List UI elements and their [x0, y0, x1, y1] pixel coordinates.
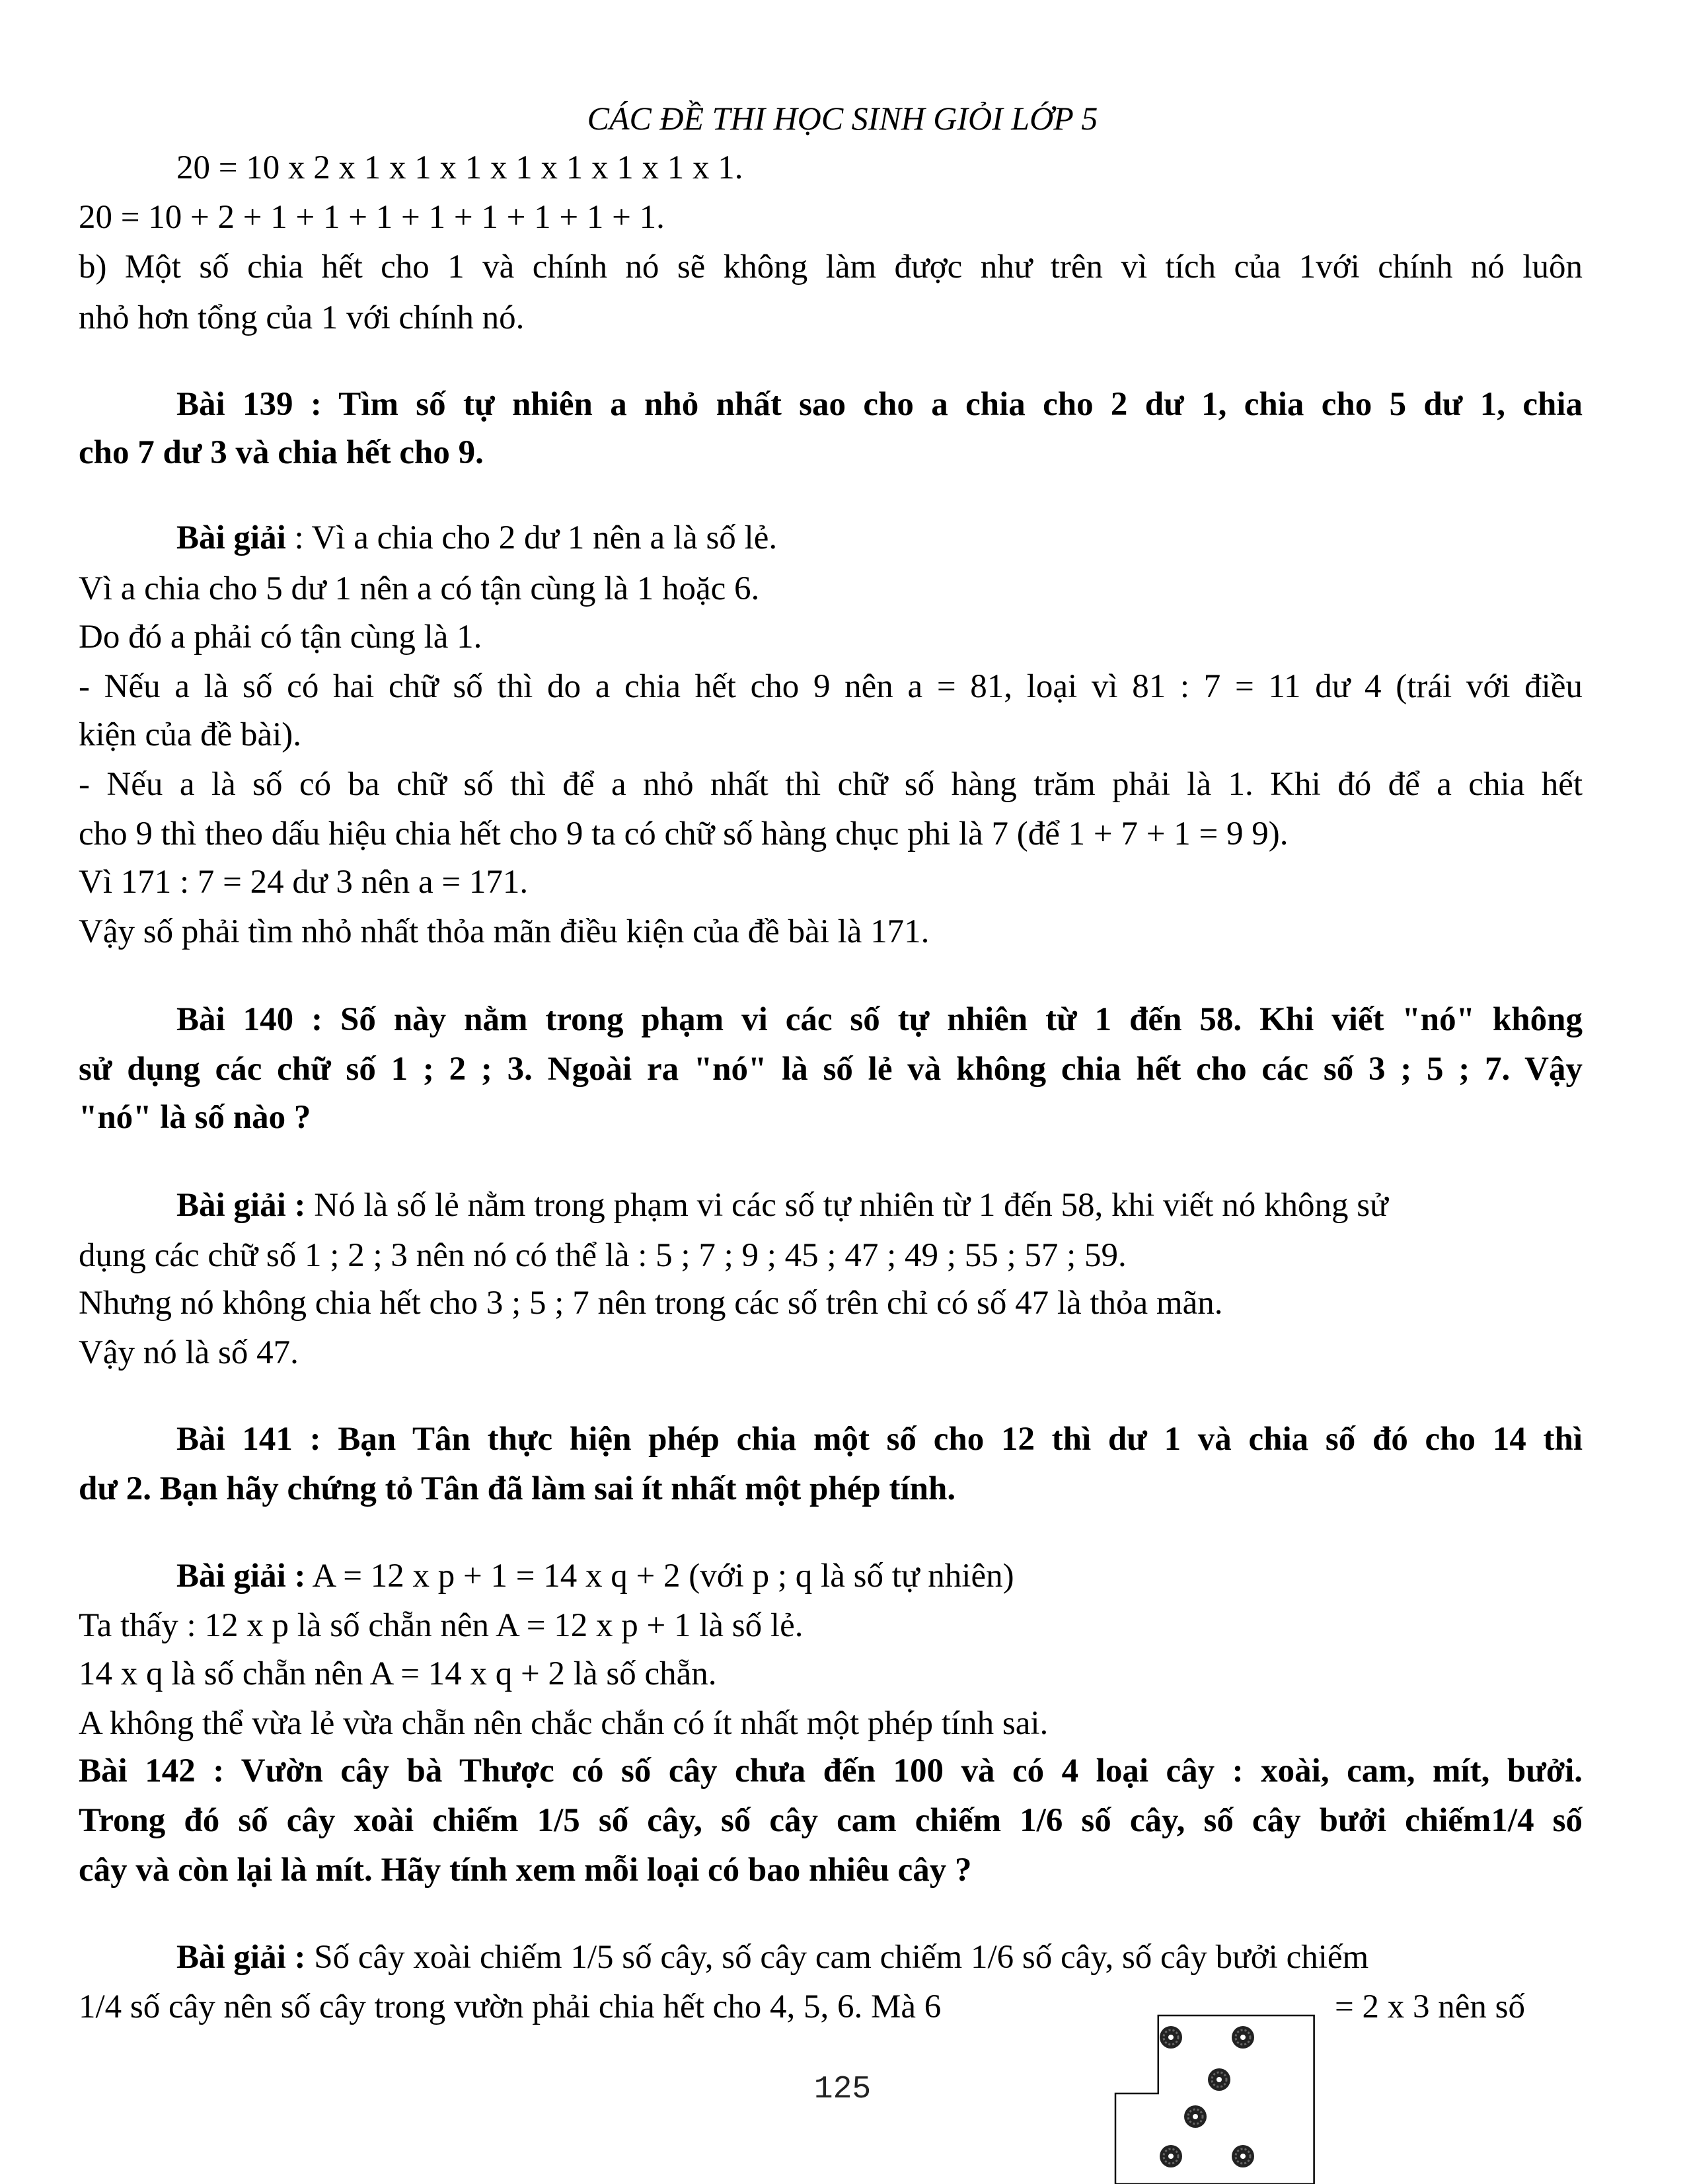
solution-text: : Vì a chia cho 2 dư 1 nên a là số lẻ.: [285, 519, 778, 556]
solution-line: 14 x q là số chẵn nên A = 14 x q + 2 là số chẵn.: [79, 1655, 717, 1692]
problem-142-text: cây và còn lại là mít. Hãy tính xem mỗi loại có bao nhiêu cây ?: [79, 1852, 972, 1889]
problem-140-title: Bài 140 : Số này nằm trong phạm vi các số tự nhiên từ 1 đến 58. Khi viết "nó" không: [176, 1001, 1583, 1038]
solution-line: Nhưng nó không chia hết cho 3 ; 5 ; 7 nên trong các số trên chỉ có số 47 là thỏa mãn.: [79, 1285, 1223, 1322]
solution-label: Bài giải :: [176, 1939, 306, 1976]
tree-icon: [1184, 2105, 1207, 2128]
solution-line: cho 9 thì theo dấu hiệu chia hết cho 9 ta có chữ số hàng chục phi là 7 (để 1 + 7 + 1 = 9 9).: [79, 815, 1289, 852]
solution-line: [176, 1936, 1583, 1978]
text-line: nhỏ hơn tổng của 1 với chính nó.: [79, 299, 525, 336]
problem-140-text: sử dụng các chữ số 1 ; 2 ; 3. Ngoài ra "nó" là số lẻ và không chia hết cho các số 3 ; 5 ; 7. Vậy: [79, 1051, 1583, 1088]
solution-line: Vì 171 : 7 = 24 dư 3 nên a = 171.: [79, 864, 529, 901]
problem-141-text: dư 2. Bạn hãy chứng tỏ Tân đã làm sai ít nhất một phép tính.: [79, 1470, 956, 1507]
solution-line: [176, 1555, 1583, 1597]
solution-line: [176, 1184, 1583, 1226]
text-line: 20 = 10 x 2 x 1 x 1 x 1 x 1 x 1 x 1 x 1 x 1.: [176, 149, 743, 186]
solution-line: - Nếu a là số có hai chữ số thì do a chia hết cho 9 nên a = 81, loại vì 81 : 7 = 11 dư 4 (trái với điều: [79, 668, 1583, 705]
solution-line: [176, 517, 1583, 559]
solution-line: A không thể vừa lẻ vừa chẵn nên chắc chắn có ít nhất một phép tính sai.: [79, 1705, 1049, 1742]
solution-line: Vì a chia cho 5 dư 1 nên a có tận cùng là 1 hoặc 6.: [79, 570, 760, 607]
solution-label: Bài giải: [176, 519, 286, 556]
solution-line: kiện của đề bài).: [79, 716, 302, 753]
tree-icon: [1160, 2145, 1182, 2167]
tree-icon: [1232, 2145, 1254, 2167]
solution-line: = 2 x 3 nên số: [1335, 1988, 1525, 2025]
problem-142-title: Bài 142 : Vườn cây bà Thược có số cây chưa đến 100 và có 4 loại cây : xoài, cam, mít, bưởi.: [79, 1752, 1583, 1789]
tree-icon: [1160, 2026, 1182, 2049]
solution-line: dụng các chữ số 1 ; 2 ; 3 nên nó có thể là : 5 ; 7 ; 9 ; 45 ; 47 ; 49 ; 55 ; 57 ; 59.: [79, 1237, 1127, 1274]
page-header: CÁC ĐỀ THI HỌC SINH GIỎI LỚP 5: [587, 100, 1098, 137]
solution-label: Bài giải :: [176, 1187, 306, 1224]
problem-140-text: "nó" là số nào ?: [79, 1099, 311, 1136]
solution-text: Nó là số lẻ nằm trong phạm vi các số tự nhiên từ 1 đến 58, khi viết nó không sử: [305, 1187, 1388, 1224]
solution-text: Số cây xoài chiếm 1/5 số cây, số cây cam chiếm 1/6 số cây, số cây bưởi chiếm: [305, 1939, 1369, 1976]
solution-label: Bài giải :: [176, 1558, 306, 1595]
problem-139-text: cho 7 dư 3 và chia hết cho 9.: [79, 434, 484, 471]
solution-text: A = 12 x p + 1 = 14 x q + 2 (với p ; q là số tự nhiên): [305, 1558, 1014, 1595]
solution-line: Vậy nó là số 47.: [79, 1334, 299, 1371]
solution-line: Do đó a phải có tận cùng là 1.: [79, 619, 482, 656]
page-number: 125: [813, 2072, 872, 2107]
solution-line: Ta thấy : 12 x p là số chẵn nên A = 12 x p + 1 là số lẻ.: [79, 1607, 804, 1644]
solution-line: Vậy số phải tìm nhỏ nhất thỏa mãn điều kiện của đề bài là 171.: [79, 913, 930, 950]
problem-139-title: Bài 139 : Tìm số tự nhiên a nhỏ nhất sao cho a chia cho 2 dư 1, chia cho 5 dư 1, chia: [176, 386, 1583, 423]
text-line: 20 = 10 + 2 + 1 + 1 + 1 + 1 + 1 + 1 + 1 + 1.: [79, 199, 665, 236]
solution-line: 1/4 số cây nên số cây trong vườn phải chia hết cho 4, 5, 6. Mà 6: [79, 1988, 942, 2025]
solution-line: - Nếu a là số có ba chữ số thì để a nhỏ nhất thì chữ số hàng trăm phải là 1. Khi đó để a chia hết: [79, 766, 1583, 803]
problem-141-title: Bài 141 : Bạn Tân thực hiện phép chia một số cho 12 thì dư 1 và chia số đó cho 14 thì: [176, 1421, 1583, 1458]
text-line: b) Một số chia hết cho 1 và chính nó sẽ không làm được như trên vì tích của 1với chính nó luôn: [79, 248, 1583, 285]
problem-142-text: Trong đó số cây xoài chiếm 1/5 số cây, số cây cam chiếm 1/6 số cây, số cây bưởi chiếm1/4 số: [79, 1802, 1583, 1839]
tree-icon: [1232, 2026, 1254, 2049]
